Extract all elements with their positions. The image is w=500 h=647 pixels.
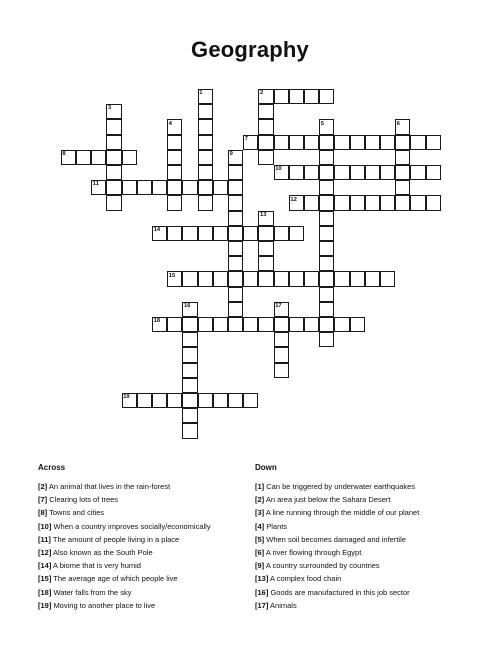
grid-cell xyxy=(137,180,152,195)
grid-cell xyxy=(182,378,197,393)
grid-cell xyxy=(319,165,334,180)
grid-cell xyxy=(213,180,228,195)
grid-cell xyxy=(334,165,349,180)
grid-cell xyxy=(350,271,365,286)
grid-cell xyxy=(167,135,182,150)
grid-cell xyxy=(274,271,289,286)
grid-cell xyxy=(304,165,319,180)
grid-cell xyxy=(182,393,197,408)
grid-cell-number: 19 xyxy=(123,394,130,401)
grid-cell-number: 8 xyxy=(62,151,66,157)
grid-cell-number: 6 xyxy=(396,120,401,127)
grid-cell xyxy=(319,195,334,210)
grid-cell xyxy=(106,195,121,210)
grid-cell xyxy=(182,408,197,423)
grid-cell xyxy=(228,165,243,180)
grid-cell xyxy=(319,89,334,104)
grid-cell xyxy=(243,317,258,332)
grid-cell xyxy=(243,393,258,408)
grid-cell xyxy=(319,302,334,317)
grid-cell xyxy=(274,317,289,332)
grid-cell xyxy=(274,363,289,378)
grid-cell-number: 12 xyxy=(290,196,297,203)
grid-cell xyxy=(395,195,410,210)
grid-cell xyxy=(213,393,228,408)
grid-cell xyxy=(106,119,121,134)
clue-down: [17] Animals xyxy=(255,600,297,610)
grid-cell xyxy=(304,89,319,104)
clue-across: [19] Moving to another place to live xyxy=(38,600,156,610)
grid-cell xyxy=(228,302,243,317)
grid-cell xyxy=(167,165,182,180)
grid-cell xyxy=(334,135,349,150)
grid-cell xyxy=(106,180,121,195)
clue-down: [9] A country surrounded by countries xyxy=(255,561,380,571)
grid-cell xyxy=(334,271,349,286)
grid-cell xyxy=(198,271,213,286)
grid-cell-number: 17 xyxy=(275,303,282,309)
grid-cell-number: 15 xyxy=(168,272,176,279)
grid-cell xyxy=(304,135,319,150)
grid-cell xyxy=(274,226,289,241)
grid-cell xyxy=(334,317,349,332)
grid-cell xyxy=(198,195,213,210)
grid-cell xyxy=(152,180,167,195)
grid-cell xyxy=(350,317,365,332)
clue-across: [2] An animal that lives in the rain-forest xyxy=(38,482,171,491)
grid-cell xyxy=(258,135,273,150)
grid-cell xyxy=(426,135,441,150)
clue-across: [10] When a country improves socially/economically xyxy=(38,521,211,531)
grid-cell xyxy=(198,104,213,119)
grid-cell xyxy=(319,332,334,347)
grid-cell xyxy=(380,135,395,150)
grid-cell xyxy=(122,150,137,165)
grid-cell xyxy=(289,226,304,241)
grid-cell xyxy=(198,119,213,134)
grid-cell xyxy=(410,195,425,210)
grid-cell xyxy=(350,165,365,180)
clue-across: [18] Water falls from the sky xyxy=(38,587,132,597)
grid-cell xyxy=(198,150,213,165)
grid-cell xyxy=(106,150,121,165)
grid-cell xyxy=(289,317,304,332)
grid-cell xyxy=(395,150,410,165)
grid-cell xyxy=(380,271,395,286)
grid-cell xyxy=(365,165,380,180)
grid-cell xyxy=(91,150,106,165)
grid-cell-number: 7 xyxy=(244,135,249,142)
clue-down: [13] A complex food chain xyxy=(255,574,342,584)
grid-cell xyxy=(304,195,319,210)
grid-cell xyxy=(213,317,228,332)
page-title: Geography xyxy=(191,37,309,62)
grid-cell xyxy=(182,317,197,332)
grid-cell xyxy=(167,317,182,332)
clue-across: [11] The amount of people living in a place xyxy=(38,534,180,544)
grid-cell-number: 5 xyxy=(320,120,325,127)
grid-cell xyxy=(319,256,334,271)
clue-down: [4] Plants xyxy=(255,521,288,531)
grid-cell xyxy=(228,256,243,271)
grid-cell xyxy=(167,150,182,165)
grid-cell xyxy=(243,226,258,241)
grid-cell xyxy=(319,241,334,256)
grid-cell-number: 4 xyxy=(168,120,173,127)
grid-cell xyxy=(319,211,334,226)
grid-cell xyxy=(395,180,410,195)
grid-cell xyxy=(410,165,425,180)
grid-cell xyxy=(289,135,304,150)
clue-down: [2] An area just below the Sahara Desert xyxy=(255,495,391,505)
grid-cell xyxy=(182,226,197,241)
grid-cell xyxy=(106,135,121,150)
grid-cell xyxy=(167,226,182,241)
across-heading: Across xyxy=(38,463,66,472)
grid-cell xyxy=(228,195,243,210)
grid-cell xyxy=(319,287,334,302)
grid-cell xyxy=(258,104,273,119)
grid-cell xyxy=(213,271,228,286)
grid-cell xyxy=(243,271,258,286)
clue-down: [1] Can be triggered by underwater earthquakes xyxy=(255,482,416,491)
clue-across: [15] The average age of which people live xyxy=(38,574,178,584)
grid-cell xyxy=(304,271,319,286)
grid-cell-number: 11 xyxy=(92,181,99,188)
grid-cell xyxy=(380,195,395,210)
grid-cell xyxy=(395,135,410,150)
grid-cell xyxy=(198,317,213,332)
grid-cell xyxy=(258,271,273,286)
grid-cell-number: 3 xyxy=(108,105,112,112)
grid-cell xyxy=(182,271,197,286)
grid-cell xyxy=(350,135,365,150)
grid-cell-number: 16 xyxy=(184,303,191,309)
grid-cell xyxy=(258,226,273,241)
down-clue-list xyxy=(255,480,485,612)
grid-cell xyxy=(167,180,182,195)
grid-cell xyxy=(167,393,182,408)
grid-cell xyxy=(319,180,334,195)
grid-cell xyxy=(182,180,197,195)
grid-cell xyxy=(258,241,273,256)
grid-cell xyxy=(198,226,213,241)
grid-cell xyxy=(274,135,289,150)
grid-cell xyxy=(198,135,213,150)
grid-cell xyxy=(395,165,410,180)
grid-cell xyxy=(228,393,243,408)
grid-cell xyxy=(258,150,273,165)
grid-cell-number: 1 xyxy=(199,90,203,97)
grid-cell xyxy=(106,165,121,180)
grid-cell-number: 10 xyxy=(275,166,282,173)
grid-cell xyxy=(76,150,91,165)
grid-cell-number: 14 xyxy=(153,227,161,233)
grid-cell xyxy=(198,180,213,195)
across-clue-list xyxy=(38,480,268,612)
clue-down: [3] A line running through the middle of our planet xyxy=(255,508,420,518)
grid-cell-number: 13 xyxy=(260,211,267,218)
grid-cell-number: 9 xyxy=(229,151,233,157)
grid-cell xyxy=(319,150,334,165)
grid-cell xyxy=(304,317,319,332)
clue-across: [14] A biome that is very humid xyxy=(38,561,141,571)
grid-cell xyxy=(365,135,380,150)
grid-cell xyxy=(228,271,243,286)
grid-cell xyxy=(182,332,197,347)
grid-cell xyxy=(319,226,334,241)
clue-across: [8] Towns and cities xyxy=(38,508,105,518)
grid-cell xyxy=(289,165,304,180)
grid-cell xyxy=(365,271,380,286)
grid-cell xyxy=(182,347,197,362)
grid-cell xyxy=(228,180,243,195)
grid-cell xyxy=(274,332,289,347)
grid-cell xyxy=(274,347,289,362)
grid-cell xyxy=(258,256,273,271)
grid-cell xyxy=(137,393,152,408)
clue-down: [6] A river flowing through Egypt xyxy=(255,548,362,558)
grid-cell xyxy=(365,195,380,210)
clue-across: [7] Clearing lots of trees xyxy=(38,495,119,505)
grid-cell xyxy=(426,195,441,210)
grid-cell xyxy=(350,195,365,210)
grid-cell xyxy=(319,271,334,286)
grid-cell xyxy=(380,165,395,180)
grid-cell xyxy=(228,317,243,332)
grid-cell xyxy=(289,271,304,286)
grid-cell xyxy=(426,165,441,180)
grid-cell xyxy=(410,135,425,150)
grid-cell xyxy=(258,317,273,332)
grid-cell xyxy=(182,363,197,378)
grid-cell xyxy=(228,226,243,241)
grid-cell xyxy=(228,211,243,226)
grid-cell xyxy=(258,119,273,134)
clue-down: [16] Goods are manufactured in this job sector xyxy=(255,587,410,597)
grid-cell xyxy=(228,287,243,302)
clue-down: [5] When soil becomes damaged and infertile xyxy=(255,534,406,544)
grid-cell xyxy=(319,317,334,332)
grid-cell xyxy=(198,165,213,180)
grid-cell xyxy=(167,195,182,210)
grid-cell xyxy=(198,393,213,408)
grid-cell xyxy=(182,423,197,438)
grid-cell xyxy=(274,89,289,104)
grid-cell xyxy=(289,89,304,104)
clue-across: [12] Also known as the South Pole xyxy=(38,548,153,558)
grid-cell-number: 18 xyxy=(153,318,161,325)
grid-cell xyxy=(319,135,334,150)
grid-cell xyxy=(228,241,243,256)
grid-cell xyxy=(213,226,228,241)
grid-cell xyxy=(334,195,349,210)
grid-cell xyxy=(122,180,137,195)
down-heading: Down xyxy=(255,463,277,472)
grid-cell-number: 2 xyxy=(260,90,264,97)
grid-cell xyxy=(152,393,167,408)
